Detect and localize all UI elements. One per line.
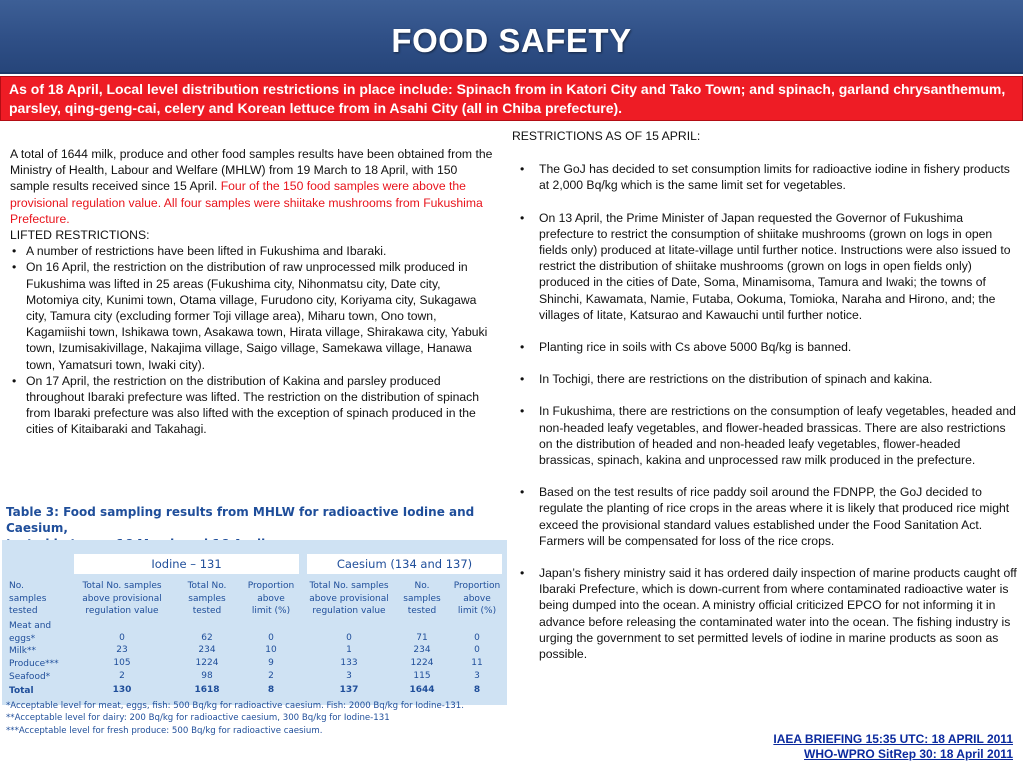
col-header-iodine-total: Total No. samples tested [187,581,227,616]
table-cell: 1618 [194,685,220,695]
table-cell: 115 [413,671,431,681]
table-cell: 0 [474,645,480,655]
lifted-bullet-3: • On 17 April, the restriction on the distribution of Kakina and parsley produced throughout Ibaraki prefecture was lifted. The restriction on the distribution of spinach from Ibaraki prefecture was also lifted with the exception of spinach produced in the cities of Kitaibaraki and Takahagi. [10,373,496,438]
table-body [2,540,507,705]
caesium-group-header: Caesium (134 and 137) [307,554,502,574]
table-cell: 130 [112,685,132,695]
row-label-total: Total [9,686,34,696]
table-cell: 1644 [409,685,435,695]
table-cell: 98 [201,671,213,681]
iodine-group-header: Iodine – 131 [74,554,299,574]
title-bar [0,0,1023,74]
footnote-3: ***Acceptable level for fresh produce: 500 Bq/kg for radioactive caesium. [6,726,323,736]
table-cell: 11 [471,658,483,668]
table-cell: 133 [340,658,358,668]
table-cell: 9 [268,658,274,668]
table-cell: 2 [119,671,125,681]
source-link-who[interactable]: WHO-WPRO SitRep 30: 18 April 2011 [804,747,1013,761]
restriction-bullet-7: • Japan’s fishery ministry said it has ordered daily inspection of marine products caught off Ibaraki Prefecture, which is down-current from where contaminated radioactive water is being dumped into the ocean. A ministry official criticized EPCO for not informing it in advance before releasing the contaminated water into the ocean. The fishing industry is urging the government to set permitted levels of iodine in marine products as soon as possible. [512,565,1017,662]
lifted-restrictions-heading: LIFTED RESTRICTIONS: [10,228,150,243]
restriction-bullet-5: • In Fukushima, there are restrictions on the consumption of leafy vegetables, headed and non-headed leafy vegetables, and flower-headed brassicas. There are also restrictions on the distribution of headed and non-headed leafy vegetables, flower-headed brassicas, spinach, kakina and unprocessed raw milk produced in the prefecture. [512,403,1017,468]
lifted-bullet-1: • A number of restrictions have been lifted in Fukushima and Ibaraki. [10,243,496,259]
table-cell: 71 [416,633,428,643]
table-cell: 3 [474,671,480,681]
table-cell: 1 [346,645,352,655]
restrictions-heading: RESTRICTIONS AS OF 15 APRIL: [512,129,701,143]
lifted-bullet-2: • On 16 April, the restriction on the distribution of raw unprocessed milk produced in Fukushima was lifted in 25 areas (Fukushima city, Nihonmatsu city, Date city, Motomiya city, Kunimi town, Otama village, Furudono city, Koriyama city, Sukagawa city, Tamura city (excluding former Toji village area), Miharu town, Ono town, Kagamiishi town, Ishikawa town, Asakawa town, Hirata village, Shirakawa city, Yabuki town, Izumisakivillage, Nakajima village, Saigo village, Samekawa village, Hanawa town, Yamatsuri town, Iwaki city). [10,259,496,372]
row-label-seafood: Seafood* [9,672,51,682]
page-title: FOOD SAFETY [391,22,632,59]
restriction-bullet-4: • In Tochigi, there are restrictions on the distribution of spinach and kakina. [512,371,1017,387]
col-header-caesium-above: Total No. samples above provisional regulation value [309,581,389,616]
col-header-no-samples: No. samples tested [9,581,47,616]
col-header-caesium-total: No. samples tested [403,581,441,616]
table-cell: 2 [268,671,274,681]
table-cell: 10 [265,645,277,655]
footnote-1: *Acceptable level for meat, eggs, fish: 500 Bq/kg for radioactive caesium. Fish: 2000 Bq/kg for Iodine-131. [6,701,464,711]
alert-banner: As of 18 April, Local level distribution restrictions in place include: Spinach from in Katori City and Tako Town; and spinach, garland chrysanthemum, parsley, qing-geng-cai, celery and Korean lettuce from in Asahi City (all in Chiba prefecture). [0,76,1023,121]
table-cell: 0 [268,633,274,643]
col-header-iodine-proportion: Proportion above limit (%) [247,581,295,616]
col-header-iodine-above: Total No. samples above provisional regulation value [82,581,162,616]
table-cell: 1224 [410,658,434,668]
restriction-bullet-3: • Planting rice in soils with Cs above 5000 Bq/kg is banned. [512,339,1017,355]
table-cell: 3 [346,671,352,681]
sampling-results-table [2,504,507,767]
table-caption-line-1: Table 3: Food sampling results from MHLW for radioactive Iodine and Caesium, [6,505,475,535]
row-label-produce: Produce*** [9,659,59,669]
sources [773,732,1013,762]
table-cell: 8 [473,685,481,695]
left-column [10,146,496,438]
table-cell: 234 [413,645,431,655]
table-cell: 0 [474,633,480,643]
table-cell: 0 [119,633,125,643]
table-cell: 23 [116,645,128,655]
row-label-meat: Meat and eggs* [9,621,52,644]
table-cell: 137 [339,685,359,695]
restriction-bullet-1: • The GoJ has decided to set consumption limits for radioactive iodine in fishery products at 2,000 Bq/kg which is the same limit set for vegetables. [512,161,1017,193]
table-cell: 8 [267,685,275,695]
right-column [512,128,1017,678]
table-cell: 234 [198,645,216,655]
footnote-2: **Acceptable level for dairy: 200 Bq/kg for radioactive caesium, 300 Bq/kg for Iodine-131 [6,713,390,723]
restriction-bullet-6: • Based on the test results of rice paddy soil around the FDNPP, the GoJ decided to regulate the planting of rice crops in the areas where it is likely that produced rice might exceed the provisional standard values established under the Food Sanitation Act. Farmers will be compensated for loss of the rice crops. [512,484,1017,549]
source-link-iaea[interactable]: IAEA BRIEFING 15:35 UTC: 18 APRIL 2011 [773,732,1013,746]
table-cell: 62 [201,633,213,643]
intro-text: A total of 1644 milk, produce and other food samples results have been obtained from the Ministry of Health, Labour and Welfare (MHLW) from 19 March to 18 April, with 150 sample results received since 15 April. [10,147,493,194]
table-cell: 1224 [195,658,219,668]
row-label-milk: Milk** [9,646,36,656]
table-cell: 0 [346,633,352,643]
intro-paragraph [10,146,496,227]
intro-red-text: Four of the 150 food samples were above the provisional regulation value. All four samples were shiitake mushrooms from Fukushima Prefecture. [10,179,483,226]
table-cell: 105 [113,658,131,668]
col-header-caesium-proportion: Proportion above limit (%) [453,581,501,616]
restriction-bullet-2: • On 13 April, the Prime Minister of Japan requested the Governor of Fukushima prefecture to restrict the consumption of shiitake mushrooms (grown on logs in open fields only) produced at Iitate-village until further notice. Instructions were also issued to restrict the distribution of shiitake mushrooms (grown on logs in open fields only) produced in the cities of Date, Soma, Minamisoma, Tamura and Iwaki; the towns of Shinchi, Kawamata, Namie, Futaba, Ookuma, Tomioka, Naraha and Hirono, and; the villages of Iitate, Katsurao and Kawauchi until further notice. [512,210,1017,323]
